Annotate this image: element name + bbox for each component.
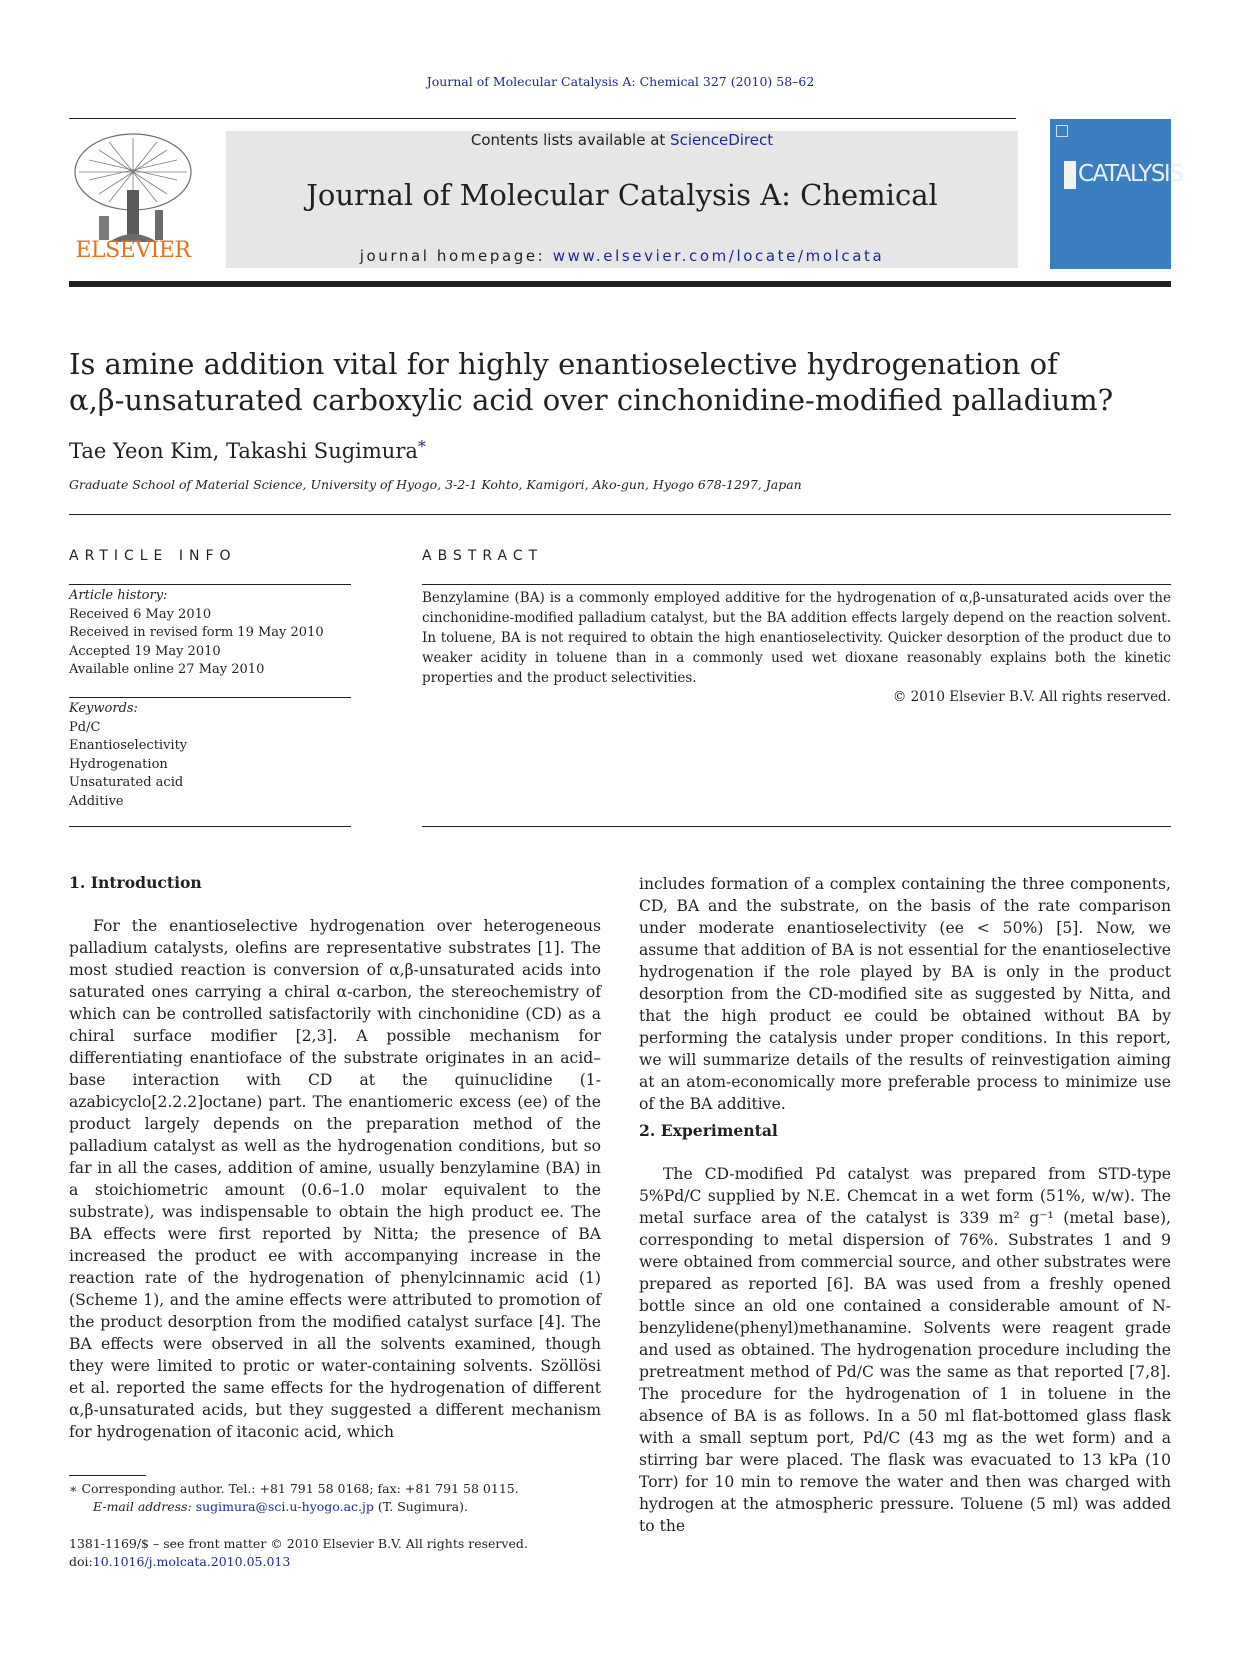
keyword: Unsaturated acid <box>69 775 184 790</box>
article-history: Article history: Received 6 May 2010 Received in revised form 19 May 2010 Accepted 19 May 2010 Available online 27 May 2010 <box>69 587 324 680</box>
info-bottom-rule <box>69 826 351 827</box>
journal-title: Journal of Molecular Catalysis A: Chemical <box>306 178 938 212</box>
footnote-rule <box>69 1475 146 1476</box>
header-thick-rule <box>69 281 1171 287</box>
keyword: Pd/C <box>69 719 101 735</box>
journal-cover-thumbnail <box>1050 119 1183 269</box>
abstract-rule <box>422 584 1171 585</box>
abstract-bottom-rule <box>422 826 1171 827</box>
cover-title: CATALYSIS <box>1078 161 1183 187</box>
introduction-heading: 1. Introduction <box>69 873 202 892</box>
homepage-line: journal homepage: www.elsevier.com/locate/molcata <box>359 247 885 265</box>
email-link[interactable]: sugimura@sci.u-hyogo.ac.jp <box>195 1499 374 1514</box>
abstract-text: Benzylamine (BA) is a commonly employed additive for the hydrogenation of α,β-unsaturated acids over the cinchonidine-modified palladium catalyst, but the BA addition effects largely depend on the reaction solvent. In toluene, BA is not required to obtain the high enantioselectivity. Quicker desorption of the product due to weaker acidity in toluene than in a commonly used wet dioxane reasonably explains both the kinetic properties and the product selectivities. <box>422 590 1171 686</box>
article-info-rule <box>69 584 351 585</box>
keywords-rule <box>69 697 351 698</box>
corresponding-author-mark[interactable]: * <box>417 437 426 456</box>
history-item: Received in revised form 19 May 2010 <box>69 625 324 640</box>
experimental-paragraph: The CD-modified Pd catalyst was prepared from STD-type 5%Pd/C supplied by N.E. Chemcat in a wet form (51%, w/w). The metal surface area of the catalyst is 339 m² g⁻¹ (metal base), corresponding to metal dispersion of 76%. Substrates 1 and 9 were obtained from commercial source, and other substrates were prepared as reported [6]. BA was used from a freshly opened bottle since an old one contained a considerable amount of N-benzylidene(phenyl)methanamine. Solvents were reagent grade and used as obtained. The hydrogenation procedure including the pretreatment method of Pd/C was the same as that reported [7,8]. The procedure for the hydrogenation of 1 in toluene in the absence of BA is as follows. In a 50 ml flat-bottomed glass flask with a small septum port, Pd/C (43 mg as the wet form) and a stirring bar were placed. The flask was evacuated to 13 kPa (10 Torr) for 10 min to remove the water and then was charged with hydrogen at the atmospheric pressure. Toluene (5 ml) was added to the <box>639 1165 1171 1535</box>
keyword: Additive <box>69 793 124 809</box>
homepage-link[interactable]: www.elsevier.com/locate/molcata <box>552 247 885 265</box>
article-info-heading: ARTICLE INFO <box>69 548 237 564</box>
keyword: Hydrogenation <box>69 756 168 772</box>
section-rule <box>69 514 1171 515</box>
history-item: Available online 27 May 2010 <box>69 662 265 677</box>
elsevier-logo <box>69 130 197 272</box>
publisher-wordmark: ELSEVIER <box>75 238 191 263</box>
author-list: Tae Yeon Kim, Takashi Sugimura* <box>69 437 426 463</box>
experimental-heading: 2. Experimental <box>639 1121 778 1140</box>
article-title: Is amine addition vital for highly enantioselective hydrogenation of α,β-unsaturated carboxylic acid over cinchonidine-modified palladium? <box>69 347 1114 417</box>
front-matter-note: 1381-1169/$ – see front matter © 2010 Elsevier B.V. All rights reserved. doi:10.1016/j.molcata.2010.05.013 <box>69 1536 528 1569</box>
cover-emblem-icon <box>1056 125 1068 137</box>
contents-line: Contents lists available at ScienceDirect <box>470 131 774 149</box>
sciencedirect-link[interactable]: ScienceDirect <box>670 131 774 149</box>
header-rule <box>69 118 1016 119</box>
journal-citation[interactable]: Journal of Molecular Catalysis A: Chemical 327 (2010) 58–62 <box>426 74 815 89</box>
introduction-continued: includes formation of a complex containing the three components, CD, BA and the substrate, on the basis of the rate comparison under moderate enantioselectivity (ee < 50%) [5]. Now, we assume that addition of BA is not essential for the enantioselective hydrogenation if the role played by BA is only in the product desorption from the CD-modified site as suggested by Nitta, and that the high product ee could be obtained without BA by performing the catalysis under proper conditions. In this report, we will summarize details of the results of reinvestigation aiming at an atom-economically more preferable process to minimize use of the BA additive. <box>639 875 1171 1113</box>
keyword: Enantioselectivity <box>69 738 188 753</box>
journal-banner <box>226 131 1018 268</box>
abstract-copyright: © 2010 Elsevier B.V. All rights reserved. <box>892 689 1171 705</box>
history-item: Received 6 May 2010 <box>69 606 212 622</box>
affiliation: Graduate School of Material Science, University of Hyogo, 3-2-1 Kohto, Kamigori, Ako-gun, Hyogo 678-1297, Japan <box>69 477 802 492</box>
abstract-heading: ABSTRACT <box>422 548 544 564</box>
doi-link[interactable]: 10.1016/j.molcata.2010.05.013 <box>92 1554 291 1569</box>
introduction-paragraph: For the enantioselective hydrogenation over heterogeneous palladium catalysts, olefins are representative substrates [1]. The most studied reaction is conversion of α,β-unsaturated acids into saturated ones carrying a chiral α-carbon, the stereochemistry of which can be controlled satisfactorily with cinchonidine (CD) as a chiral surface modifier [2,3]. A possible mechanism for differentiating enantioface of the substrate originates in an acid–base interaction with CD at the quinuclidine (1-azabicyclo[2.2.2]octane) part. The enantiomeric excess (ee) of the product largely depends on the preparation method of the palladium catalyst as well as the hydrogenation conditions, but so far in all the cases, addition of amine, usually benzylamine (BA) in a stoichiometric amount (0.6–1.0 molar equivalent to the substrate), was indispensable to obtain the high product ee. The BA effects were first reported by Nitta; the presence of BA increased the product ee with accompanying increase in the reaction rate of the hydrogenation of phenylcinnamic acid (1) (Scheme 1), and the amine effects were attributed to promotion of the product desorption from the modified catalyst surface [4]. The BA effects were observed in all the solvents examined, though they were limited to protic or water-containing solvents. Szöllösi et al. reported the same effects for the hydrogenation of different α,β-unsaturated acids, but they suggested a different mechanism for hydrogenation of itaconic acid, which <box>69 917 601 1441</box>
cover-accent-icon <box>1064 161 1076 189</box>
keywords: Keywords: Pd/C Enantioselectivity Hydrogenation Unsaturated acid Additive <box>69 700 187 811</box>
corresponding-author-note: ∗ Corresponding author. Tel.: +81 791 58 0168; fax: +81 791 58 0115. E-mail address: sugimura@sci.u-hyogo.ac.jp (T. Sugimura). <box>69 1481 519 1514</box>
history-item: Accepted 19 May 2010 <box>69 643 221 659</box>
